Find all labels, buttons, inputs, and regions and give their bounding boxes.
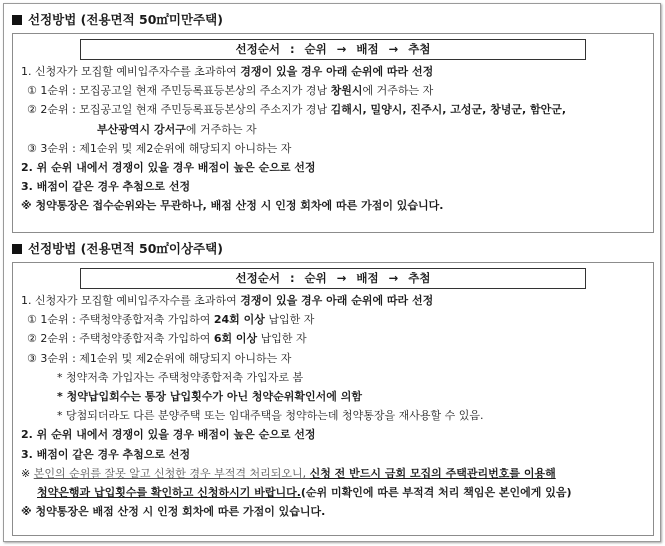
selection-order-box: 선정순서 : 순위 → 배점 → 추첨 (80, 268, 586, 289)
selection-order-box: 선정순서 : 순위 → 배점 → 추첨 (80, 39, 586, 60)
section-heading (12, 11, 654, 29)
rank-1: ① 1순위 : 주택청약종합저축 가입하여 24회 이상 납입한 자 (27, 313, 315, 327)
section-panel (12, 262, 654, 536)
section-over-50 (12, 240, 654, 536)
document-frame (3, 3, 661, 542)
sub-note-3: * 당첨되더라도 다른 분양주택 또는 임대주택을 청약하는데 청약통장을 재사용할 수 있음. (57, 409, 484, 423)
rule-item-3: 3. 배점이 같은 경우 추첨으로 선정 (21, 180, 191, 194)
rank-2: ② 2순위 : 주택청약종합저축 가입하여 6회 이상 납입한 자 (27, 332, 307, 346)
rule-item-3: 3. 배점이 같은 경우 추첨으로 선정 (21, 447, 191, 461)
rank-2-continued: 부산광역시 강서구에 거주하는 자 (97, 122, 257, 136)
warning-note-continued: 청약은행과 납입횟수를 확인하고 신청하시기 바랍니다.(순위 미확인에 따른 부적격 처리 책임은 본인에게 있음) (37, 486, 572, 500)
rank-3: ③ 3순위 : 제1순위 및 제2순위에 해당되지 아니하는 자 (27, 351, 292, 365)
section-heading-text: 선정방법 (전용면적 50㎡이상주택) (28, 241, 223, 256)
rank-1: ① 1순위 : 모집공고일 현재 주민등록표등본상의 주소지가 경남 창원시에 거주하는 자 (27, 84, 434, 98)
rank-2: ② 2순위 : 모집공고일 현재 주민등록표등본상의 주소지가 경남 김해시, 밀양시, 진주시, 고성군, 창녕군, 함안군, (27, 103, 567, 117)
section-heading (12, 240, 654, 258)
sub-note-1: * 청약저축 가입자는 주택청약종합저축 가입자로 봄 (57, 370, 304, 384)
bullet-square-icon (12, 15, 22, 25)
rank-3: ③ 3순위 : 제1순위 및 제2순위에 해당되지 아니하는 자 (27, 141, 292, 155)
section-heading-text: 선정방법 (전용면적 50㎡미만주택) (28, 12, 223, 27)
rule-item-2: 2. 위 순위 내에서 경쟁이 있을 경우 배점이 높은 순으로 선정 (21, 161, 316, 175)
bullet-square-icon (12, 244, 22, 254)
rule-item-1: 1. 신청자가 모집할 예비입주자수를 초과하여 경쟁이 있을 경우 아래 순위에 따라 선정 (21, 294, 434, 307)
sub-note-2: * 청약납입회수는 통장 납입횟수가 아닌 청약순위확인서에 의함 (57, 390, 363, 404)
rule-item-2: 2. 위 순위 내에서 경쟁이 있을 경우 배점이 높은 순으로 선정 (21, 428, 316, 442)
warning-note: ※ 본인의 순위를 잘못 알고 신청한 경우 부적격 처리되오니, 신청 전 반드시 금회 모집의 주택관리번호를 이용해 (21, 466, 556, 480)
rule-item-1: 1. 신청자가 모집할 예비입주자수를 초과하여 경쟁이 있을 경우 아래 순위에 따라 선정 (21, 65, 434, 78)
note: ※ 청약통장은 배점 산정 시 인정 회차에 따른 가점이 있습니다. (21, 505, 326, 519)
section-panel (12, 33, 654, 233)
section-under-50 (12, 11, 654, 233)
note: ※ 청약통장은 접수순위와는 무관하나, 배점 산정 시 인정 회차에 따른 가점이 있습니다. (21, 199, 444, 213)
